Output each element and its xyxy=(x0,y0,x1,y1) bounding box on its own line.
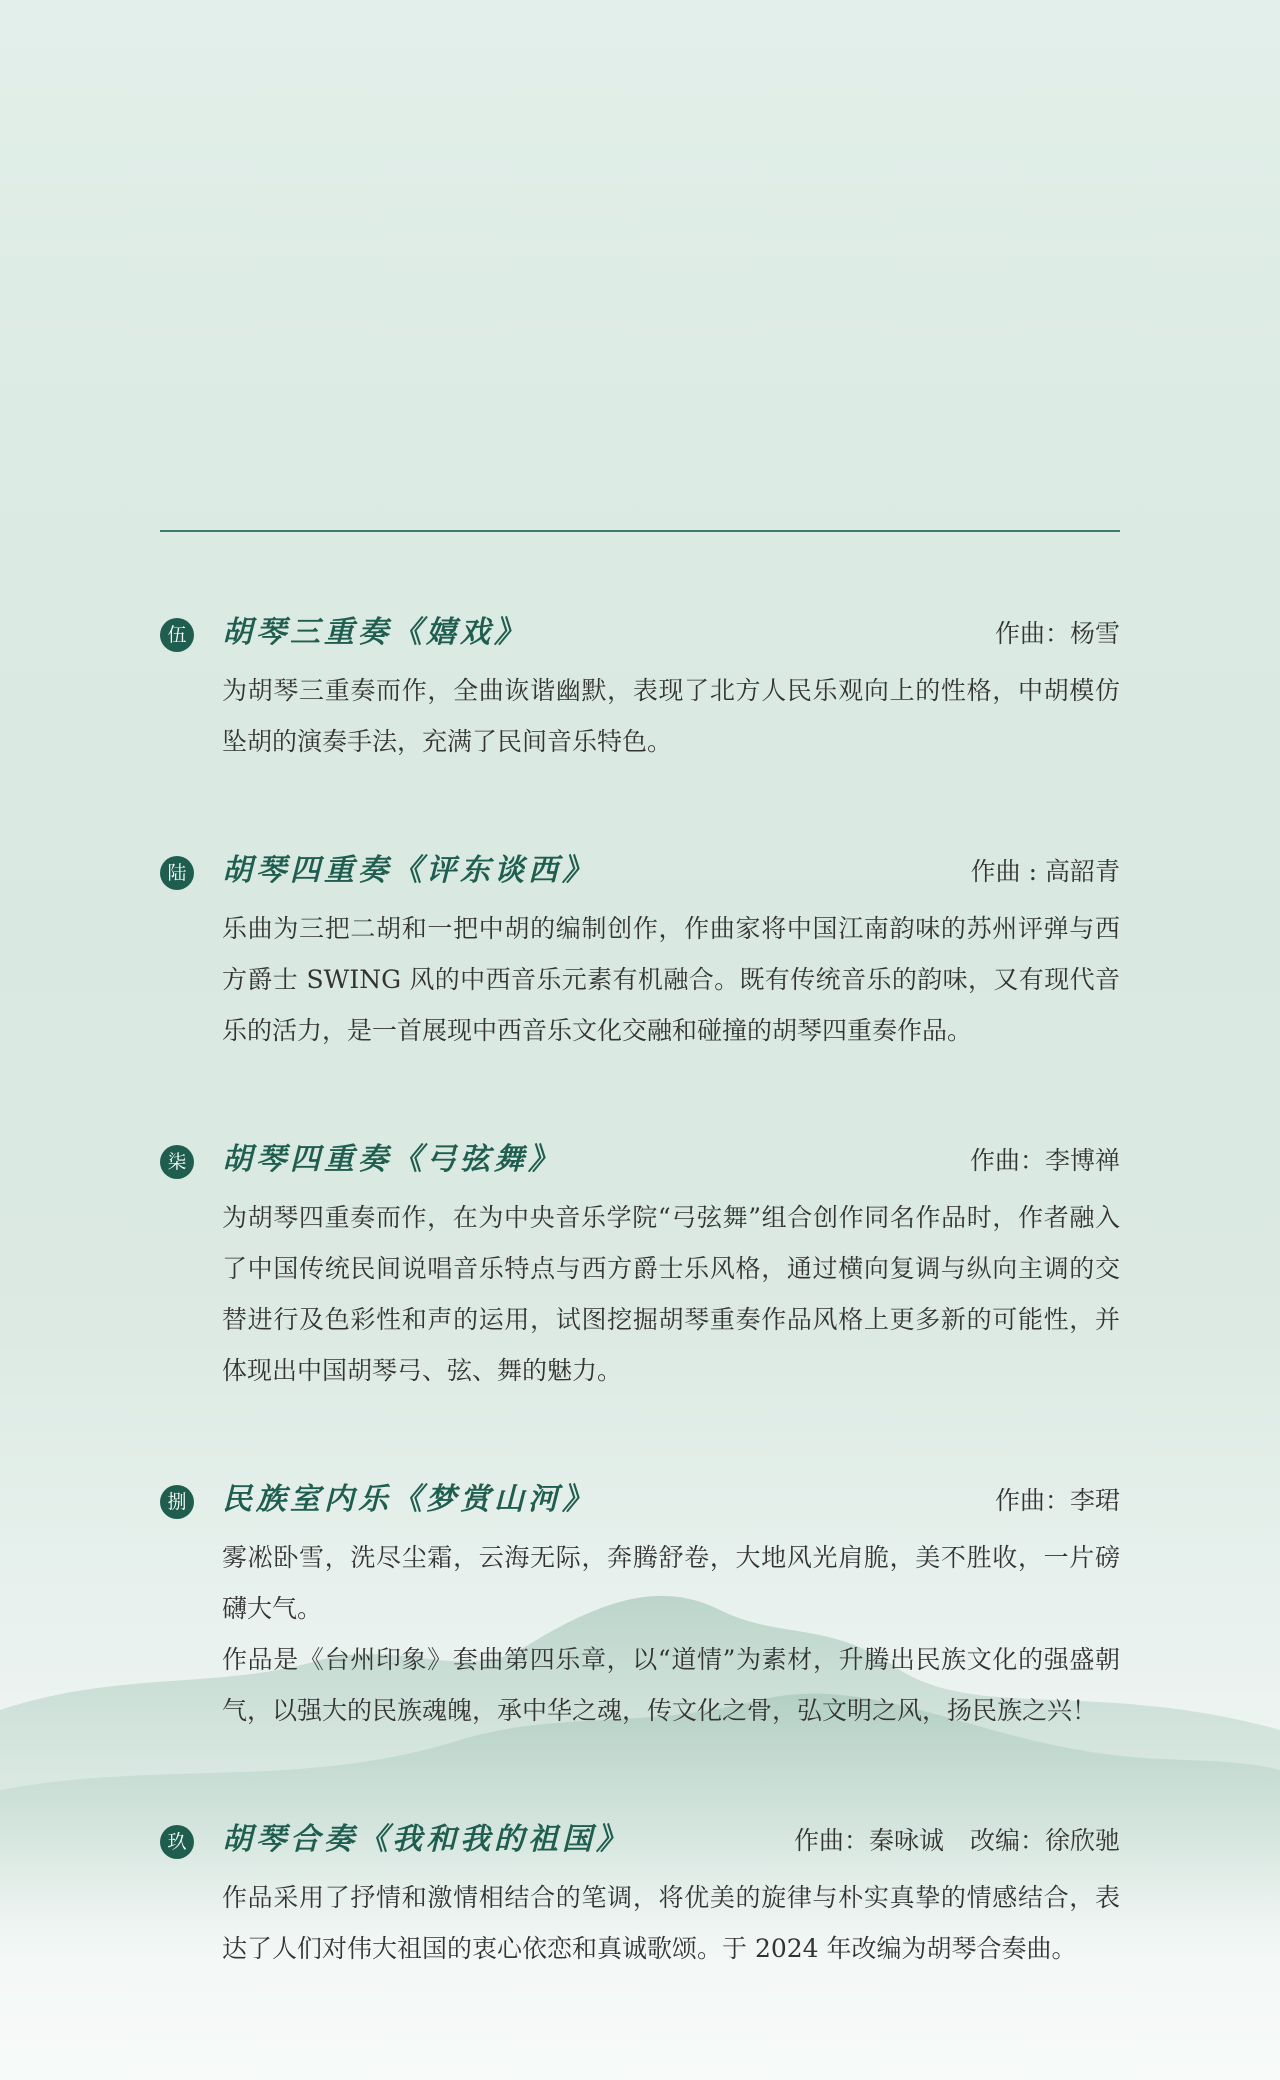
piece-description xyxy=(222,1192,1120,1396)
piece-title: 胡琴合奏《我和我的祖国》 xyxy=(222,1822,630,1857)
numeral-badge: 柒 xyxy=(160,1145,194,1179)
piece-description xyxy=(222,665,1120,767)
composer-credit: 作曲：李博禅 xyxy=(969,1146,1120,1175)
composer-credit: 作曲 : 高韶青 xyxy=(970,857,1120,886)
header-divider xyxy=(160,530,1120,532)
numeral-badge: 伍 xyxy=(160,618,194,652)
description-paragraph: 为胡琴三重奏而作，全曲诙谐幽默，表现了北方人民乐观向上的性格，中胡模仿坠胡的演奏手法，充满了民间音乐特色。 xyxy=(222,676,1120,756)
piece-description xyxy=(222,1532,1120,1736)
piece-title: 胡琴四重奏《弓弦舞》 xyxy=(222,1142,562,1177)
piece-title: 民族室内乐《梦赏山河》 xyxy=(222,1482,596,1517)
description-paragraph: 作品是《台州印象》套曲第四乐章，以“道情”为素材，升腾出民族文化的强盛朝气，以强大的民族魂魄，承中华之魂，传文化之骨，弘文明之风，扬民族之兴！ xyxy=(222,1645,1120,1725)
piece-title: 胡琴四重奏《评东谈西》 xyxy=(222,853,596,888)
composer-credit: 作曲：李珺 xyxy=(994,1486,1120,1515)
program-item-5 xyxy=(160,605,1120,767)
composer-credit-text: 作曲：秦咏诚 xyxy=(793,1826,944,1855)
composer-credit xyxy=(794,1824,1120,1858)
numeral-badge: 玖 xyxy=(160,1825,194,1859)
description-paragraph: 雾凇卧雪，洗尽尘霜，云海无际，奔腾舒卷，大地风光肩脆，美不胜收，一片磅礴大气。 xyxy=(222,1543,1120,1623)
description-paragraph: 为胡琴四重奏而作，在为中央音乐学院“弓弦舞”组合创作同名作品时，作者融入了中国传统民间说唱音乐特点与西方爵士乐风格，通过横向复调与纵向主调的交替进行及色彩性和声的运用，试图挖掘胡琴重奏作品风格上更多新的可能性，并体现出中国胡琴弓、弦、舞的魅力。 xyxy=(222,1203,1120,1385)
program-item-8 xyxy=(160,1472,1120,1736)
piece-description xyxy=(222,903,1120,1056)
program-list xyxy=(160,605,1120,1974)
program-item-7 xyxy=(160,1132,1120,1396)
description-paragraph: 乐曲为三把二胡和一把中胡的编制创作，作曲家将中国江南韵味的苏州评弹与西方爵士 SWING 风的中西音乐元素有机融合。既有传统音乐的韵味，又有现代音乐的活力，是一首展现中西音乐文化交融和碰撞的胡琴四重奏作品。 xyxy=(222,914,1120,1045)
arranger-credit: 改编：徐欣驰 xyxy=(969,1826,1120,1855)
numeral-badge: 陆 xyxy=(160,856,194,890)
piece-title: 胡琴三重奏《嬉戏》 xyxy=(222,615,528,650)
description-paragraph: 作品采用了抒情和激情相结合的笔调，将优美的旋律与朴实真挚的情感结合，表达了人们对伟大祖国的衷心依恋和真诚歌颂。于 2024 年改编为胡琴合奏曲。 xyxy=(222,1883,1120,1963)
piece-description xyxy=(222,1872,1120,1974)
program-item-9 xyxy=(160,1812,1120,1974)
program-item-6 xyxy=(160,843,1120,1056)
composer-credit: 作曲：杨雪 xyxy=(994,619,1120,648)
numeral-badge: 捌 xyxy=(160,1485,194,1519)
